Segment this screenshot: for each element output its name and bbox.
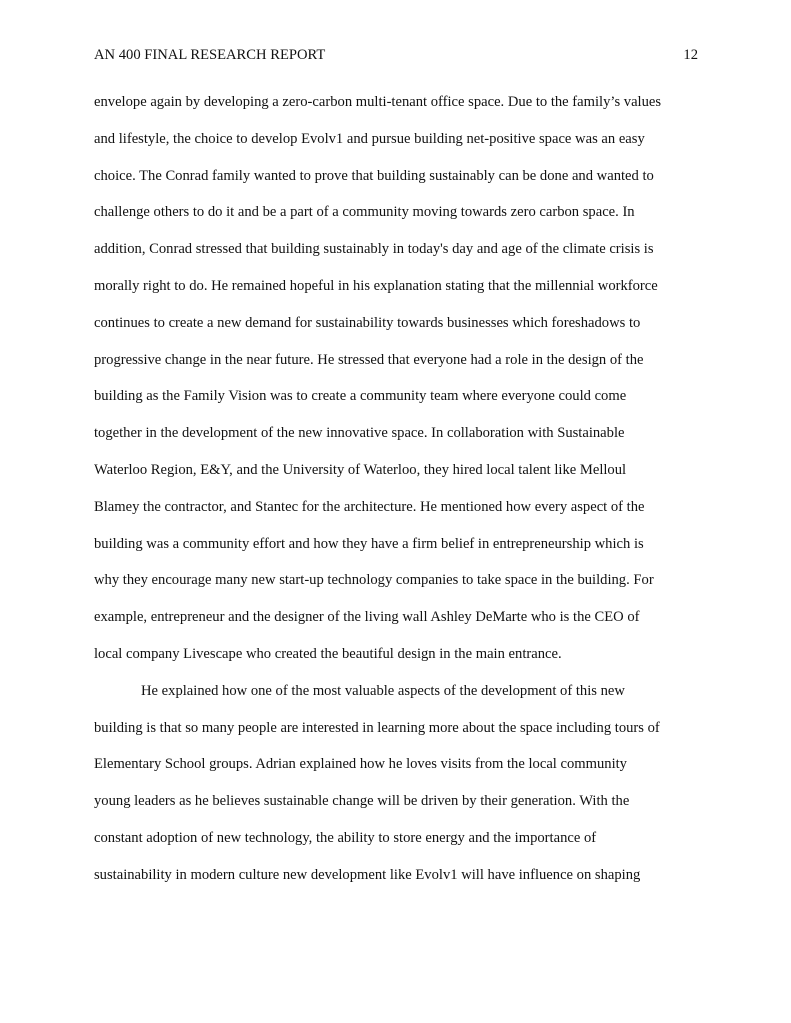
text-line: continues to create a new demand for sustainability towards businesses which foreshadows to bbox=[94, 314, 641, 331]
text-line: constant adoption of new technology, the ability to store energy and the importance of bbox=[94, 829, 597, 846]
text-line: He explained how one of the most valuable aspects of the development of this new bbox=[141, 682, 625, 699]
text-line: Elementary School groups. Adrian explained how he loves visits from the local community bbox=[94, 756, 627, 773]
text-line: addition, Conrad stressed that building sustainably in today's day and age of the climate crisis is bbox=[94, 241, 654, 258]
page-header bbox=[94, 47, 698, 67]
text-line: building is that so many people are interested in learning more about the space including tours of bbox=[94, 719, 660, 736]
text-line: local company Livescape who created the beautiful design in the main entrance. bbox=[94, 645, 562, 662]
text-line: why they encourage many new start-up technology companies to take space in the building. For bbox=[94, 572, 654, 589]
text-line: Blamey the contractor, and Stantec for the architecture. He mentioned how every aspect of the bbox=[94, 498, 645, 515]
text-line: envelope again by developing a zero-carbon multi-tenant office space. Due to the family’s values bbox=[94, 94, 662, 110]
running-head: AN 400 FINAL RESEARCH REPORT bbox=[94, 47, 326, 63]
text-line: and lifestyle, the choice to develop Evolv1 and pursue building net-positive space was an easy bbox=[94, 130, 645, 147]
page-number: 12 bbox=[683, 47, 698, 63]
text-line: building as the Family Vision was to create a community team where everyone could come bbox=[94, 388, 627, 405]
text-line: progressive change in the near future. He stressed that everyone had a role in the design of the bbox=[94, 351, 644, 368]
text-line: morally right to do. He remained hopeful in his explanation stating that the millennial workforce bbox=[94, 277, 658, 294]
text-line: young leaders as he believes sustainable change will be driven by their generation. With the bbox=[94, 793, 630, 810]
text-line: example, entrepreneur and the designer of the living wall Ashley DeMarte who is the CEO of bbox=[94, 609, 640, 626]
body-text bbox=[94, 92, 704, 902]
text-line: sustainability in modern culture new development like Evolv1 will have influence on shaping bbox=[94, 866, 641, 883]
text-line: building was a community effort and how they have a firm belief in entrepreneurship which is bbox=[94, 535, 644, 552]
text-line: Waterloo Region, E&Y, and the University of Waterloo, they hired local talent like Melloul bbox=[94, 461, 627, 478]
text-line: together in the development of the new innovative space. In collaboration with Sustainable bbox=[94, 425, 625, 442]
text-line: choice. The Conrad family wanted to prove that building sustainably can be done and wanted to bbox=[94, 167, 654, 184]
text-line: challenge others to do it and be a part of a community moving towards zero carbon space. In bbox=[94, 204, 635, 221]
